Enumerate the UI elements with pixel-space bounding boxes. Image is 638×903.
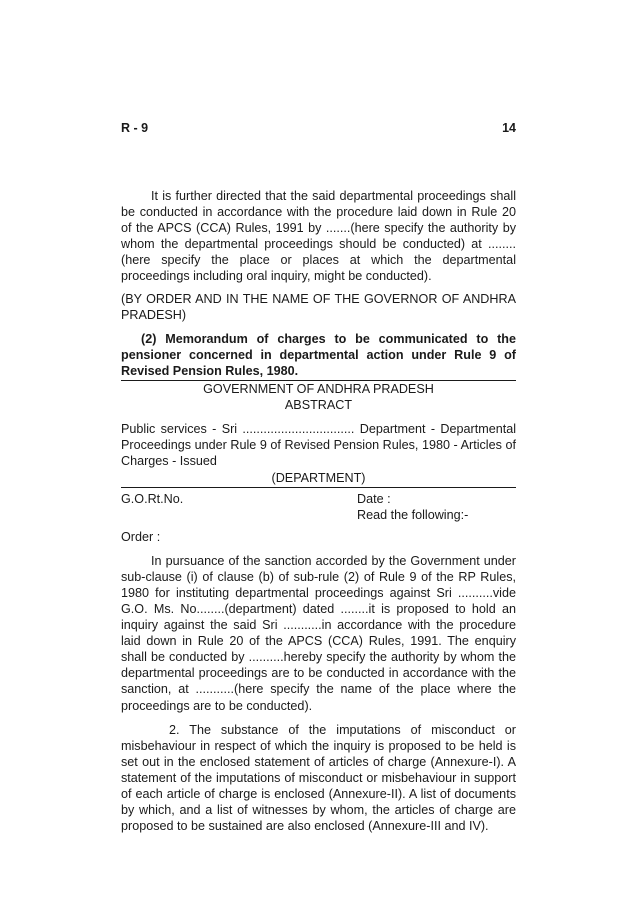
- paragraph-substance: 2. The substance of the imputations of misconduct or misbehaviour in respect of which the inquiry is proposed to be held is set out in the enclosed statement of articles of charge (Annexure-I). A statement of the imputations of misconduct or misbehaviour in support of each article of charge is enclosed (Annexure-II). A list of documents by which, and a list of witnesses by whom, the articles of charge are proposed to be sustained are also enclosed (Annexure-III and IV).: [121, 722, 516, 834]
- paragraph-by-order: (BY ORDER AND IN THE NAME OF THE GOVERNOR OF ANDHRA PRADESH): [121, 291, 516, 322]
- date-block: [357, 491, 468, 523]
- abstract-heading: ABSTRACT: [284, 398, 353, 413]
- go-number-label: G.O.Rt.No.: [121, 491, 184, 506]
- go-row: [121, 491, 516, 523]
- abstract-text: Public services - Sri ................................ Department - Departmental Proceedings under Rule 9 of Revised Pension Rules, 1980 - Articles of Charges - Issued: [121, 422, 516, 469]
- paragraph-sanction: In pursuance of the sanction accorded by the Government under sub-clause (i) of clause (b) of sub-rule (2) of Rule 9 of the RP Rules, 1980 for instituting departmental proceedings against Sri ..........vide G.O. Ms. No........(department) dated ........it is proposed to hold an inquiry against the said Sri ...........in accordance with the procedure laid down in Rule 20 of the APCS (CCA) Rules, 1991. The enquiry shall be conducted by ..........hereby specify the authority by whom the departmental proceedings are to be conducted in accordance with the sanction, at ...........(here specify the name of the place where the proceedings are to be conducted).: [121, 553, 516, 713]
- document-body: [121, 188, 516, 834]
- date-label: Date :: [357, 491, 391, 506]
- section-code: R - 9: [121, 121, 149, 135]
- department-heading: (DEPARTMENT): [121, 470, 516, 488]
- read-following: Read the following:-: [357, 507, 469, 522]
- page-number: 14: [502, 121, 516, 135]
- paragraph-direction: It is further directed that the said departmental proceedings shall be conducted in accordance with the procedure laid down in Rule 20 of the APCS (CCA) Rules, 1991 by .......(here specify the authority by whom the departmental proceedings should be conducted) at ........(here specify the place or places at which the departmental proceedings including oral inquiry, might be conducted).: [121, 189, 516, 284]
- government-title: GOVERNMENT OF ANDHRA PRADESH: [203, 382, 434, 397]
- page-header: [121, 121, 516, 135]
- memorandum-heading: (2) Memorandum of charges to be communicated to the pensioner concerned in departmental action under Rule 9 of Revised Pension Rules, 1980.: [121, 331, 516, 378]
- order-label: Order :: [121, 529, 161, 544]
